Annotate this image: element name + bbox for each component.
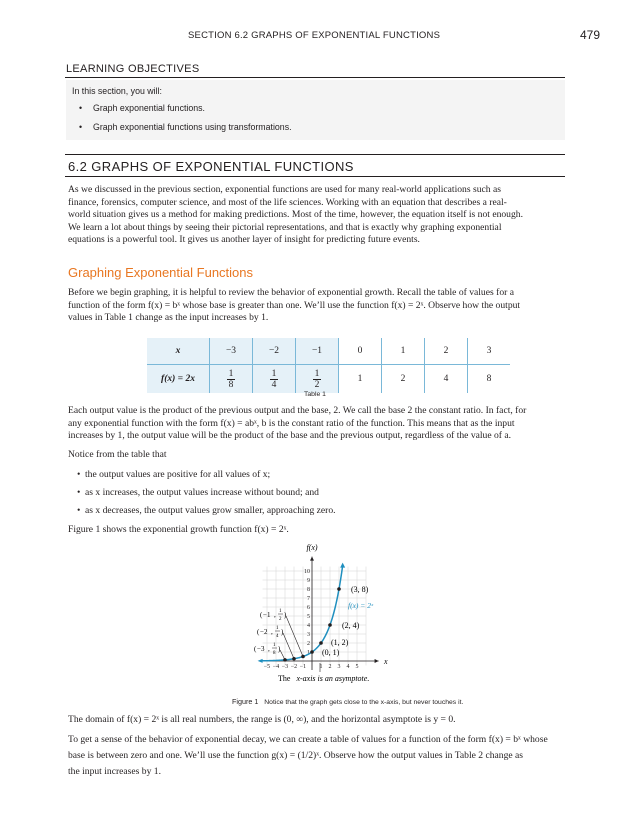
y-tick-label: 2	[307, 641, 310, 647]
svg-text:,: ,	[274, 611, 276, 619]
x-tick-label: 3	[337, 664, 341, 670]
table-1	[147, 338, 510, 393]
x-axis-label: x	[384, 657, 388, 666]
exponential-growth-graph	[240, 538, 400, 693]
x-tick-label: −1	[299, 664, 307, 670]
svg-text:−1: −1	[263, 611, 271, 619]
label-leader-lines	[280, 616, 303, 660]
svg-text:4: 4	[276, 634, 279, 639]
x-tick-label: 4	[346, 664, 350, 670]
table-cell: 2	[382, 365, 425, 394]
asymptote-note: The x-axis is an asymptote.	[278, 674, 370, 683]
x-tick-label: −4	[272, 664, 280, 670]
y-tick-label: 9	[307, 578, 310, 584]
svg-text:1: 1	[276, 626, 279, 631]
y-tick-label: 4	[307, 623, 310, 629]
table-cell: 1	[382, 338, 425, 365]
graph-point	[310, 650, 314, 654]
table-caption: Table 1	[304, 391, 326, 398]
y-tick-label: 1	[307, 650, 310, 656]
table-cell: $\frac{1}{4}$	[253, 365, 296, 394]
table-cell: 1	[339, 365, 382, 394]
table-cell: 2	[425, 338, 468, 365]
table-cell: −3	[210, 338, 253, 365]
svg-text:(: (	[257, 628, 260, 636]
y-tick-label: 10	[304, 569, 310, 575]
x-tick-label: −5	[263, 664, 271, 670]
table-cell: −2	[253, 338, 296, 365]
leader-line	[286, 616, 303, 657]
subsection-title: Graphing Exponential Functions	[68, 265, 254, 280]
y-axis-label: f(x)	[306, 543, 318, 552]
running-header-section: SECTION 6.2 GRAPHS OF EXPONENTIAL FUNCTIONS	[188, 30, 441, 41]
table-cell: 8	[486, 374, 492, 384]
svg-text:): )	[281, 628, 284, 636]
svg-text:8: 8	[273, 651, 276, 656]
svg-text:1: 1	[273, 643, 276, 648]
graph-point	[337, 587, 341, 591]
figure-caption	[232, 697, 463, 706]
divider	[65, 77, 565, 78]
table-cell: 0	[339, 338, 382, 365]
leader-line	[280, 650, 285, 660]
figure-intro: Figure 1 shows the exponential growth function f(x) = 2ˣ.	[68, 524, 289, 535]
table-cell: $\frac{1}{2}$	[296, 365, 339, 394]
graph-point	[319, 641, 323, 645]
divider	[65, 154, 565, 155]
section-title: 6.2 GRAPHS OF EXPONENTIAL FUNCTIONS	[68, 159, 354, 174]
x-tick-label: 5	[355, 664, 359, 670]
point-label-fraction	[257, 626, 284, 639]
graph-tick-labels	[264, 569, 359, 670]
svg-text:(: (	[260, 611, 263, 619]
x-tick-label: −3	[281, 664, 289, 670]
running-header	[0, 30, 630, 46]
table-cell: 3	[468, 338, 511, 365]
learning-objectives-title: LEARNING OBJECTIVES	[66, 63, 200, 75]
point-label: (0, 1)	[322, 648, 340, 657]
point-label: (2, 4)	[342, 621, 360, 630]
leader-line	[283, 633, 294, 659]
list-item: • as x decreases, the output values grow smaller, approaching zero.	[85, 505, 336, 516]
list-item: • as x increases, the output values increase without bound; and	[85, 487, 319, 498]
table-cell: −1	[296, 338, 339, 365]
paragraph-exponential-decay: To get a sense of the behavior of exponential decay, we can create a table of values for a function of the form f(x) = bˣ whose base is between zero and one. We’ll use the function g(x) = (1/2)ˣ. Observe how the output values in Table 2 change as the input increases by 1.	[68, 734, 548, 777]
figure-caption-text: Notice that the graph gets close to the x-axis, but never touches it.	[264, 699, 464, 706]
svg-text:): )	[284, 611, 287, 619]
svg-text:(: (	[254, 645, 257, 653]
x-tick-label: 2	[328, 664, 332, 670]
divider	[65, 176, 565, 177]
svg-text:−3: −3	[257, 645, 265, 653]
svg-text:1: 1	[279, 609, 282, 614]
y-axis-arrow	[310, 557, 314, 561]
svg-text:−2: −2	[260, 628, 268, 636]
point-label-fraction	[254, 643, 281, 656]
svg-text:2: 2	[279, 617, 282, 622]
y-tick-label: 5	[307, 614, 310, 620]
point-label-fraction	[260, 609, 287, 622]
list-item: • the output values are positive for all values of x;	[85, 469, 270, 480]
table-row-label: x	[147, 338, 210, 365]
paragraph-constant-ratio: Each output value is the product of the previous output and the base, 2. We call the base 2 the constant ratio. In fact, for any exponential function with the form f(x) = abˣ, b is the constant ratio of the function. This means that as the input increases by 1, the output value will be the product of the base and the previous output, regardless of the value of a.	[68, 405, 527, 442]
table-cell: $\frac{1}{8}$	[210, 365, 253, 394]
y-tick-label: 8	[307, 587, 310, 593]
curve-arrow	[258, 659, 263, 663]
curve-label: f(x) = 2ˣ	[348, 601, 374, 610]
y-tick-label: 3	[307, 632, 310, 638]
page-number: 479	[580, 28, 601, 42]
curve-arrow	[340, 563, 345, 568]
point-label: (1, 2)	[331, 638, 349, 647]
learning-objectives-intro: In this section, you will:	[72, 86, 162, 96]
graph-point	[328, 623, 332, 627]
table-cell: 4	[425, 365, 468, 394]
figure-caption-label: Figure 1	[232, 697, 259, 706]
svg-text:,: ,	[271, 628, 273, 636]
notice-text: Notice from the table that	[68, 449, 167, 460]
table-row-label: f(x) = 2x	[147, 365, 210, 394]
svg-text:,: ,	[268, 645, 270, 653]
x-axis-arrow	[375, 659, 379, 663]
paragraph-domain-range: The domain of f(x) = 2ˣ is all real numbers, the range is (0, ∞), and the horizontal asymptote is y = 0.	[68, 714, 456, 725]
x-tick-label: 1	[319, 664, 323, 670]
paragraph-table-intro: Before we begin graphing, it is helpful to review the behavior of exponential growth. Recall the table of values for a function of the form f(x) = bˣ whose base is greater than one. We’ll use the function f(x) = 2ˣ. Observe how the output values in Table 1 change as the input increases by 1.	[68, 287, 521, 324]
intro-paragraph: As we discussed in the previous section, exponential functions are used for many real-world applications such as finance, forensics, computer science, and most of the life sciences. Working with an equation that describes a real- world situation gives us a method for making predictions. Most of the time, however, the equation itself is not enough. We learn a lot about things by seeing their pictorial representations, and that is exactly why graphing exponential equations is a powerful tool. It gives us another layer of insight for predicting future events.	[68, 184, 523, 246]
svg-text:): )	[278, 645, 281, 653]
y-tick-label: 6	[307, 605, 310, 611]
y-tick-label: 7	[307, 596, 310, 602]
x-tick-label: −2	[290, 664, 298, 670]
point-label: (3, 8)	[351, 585, 369, 594]
